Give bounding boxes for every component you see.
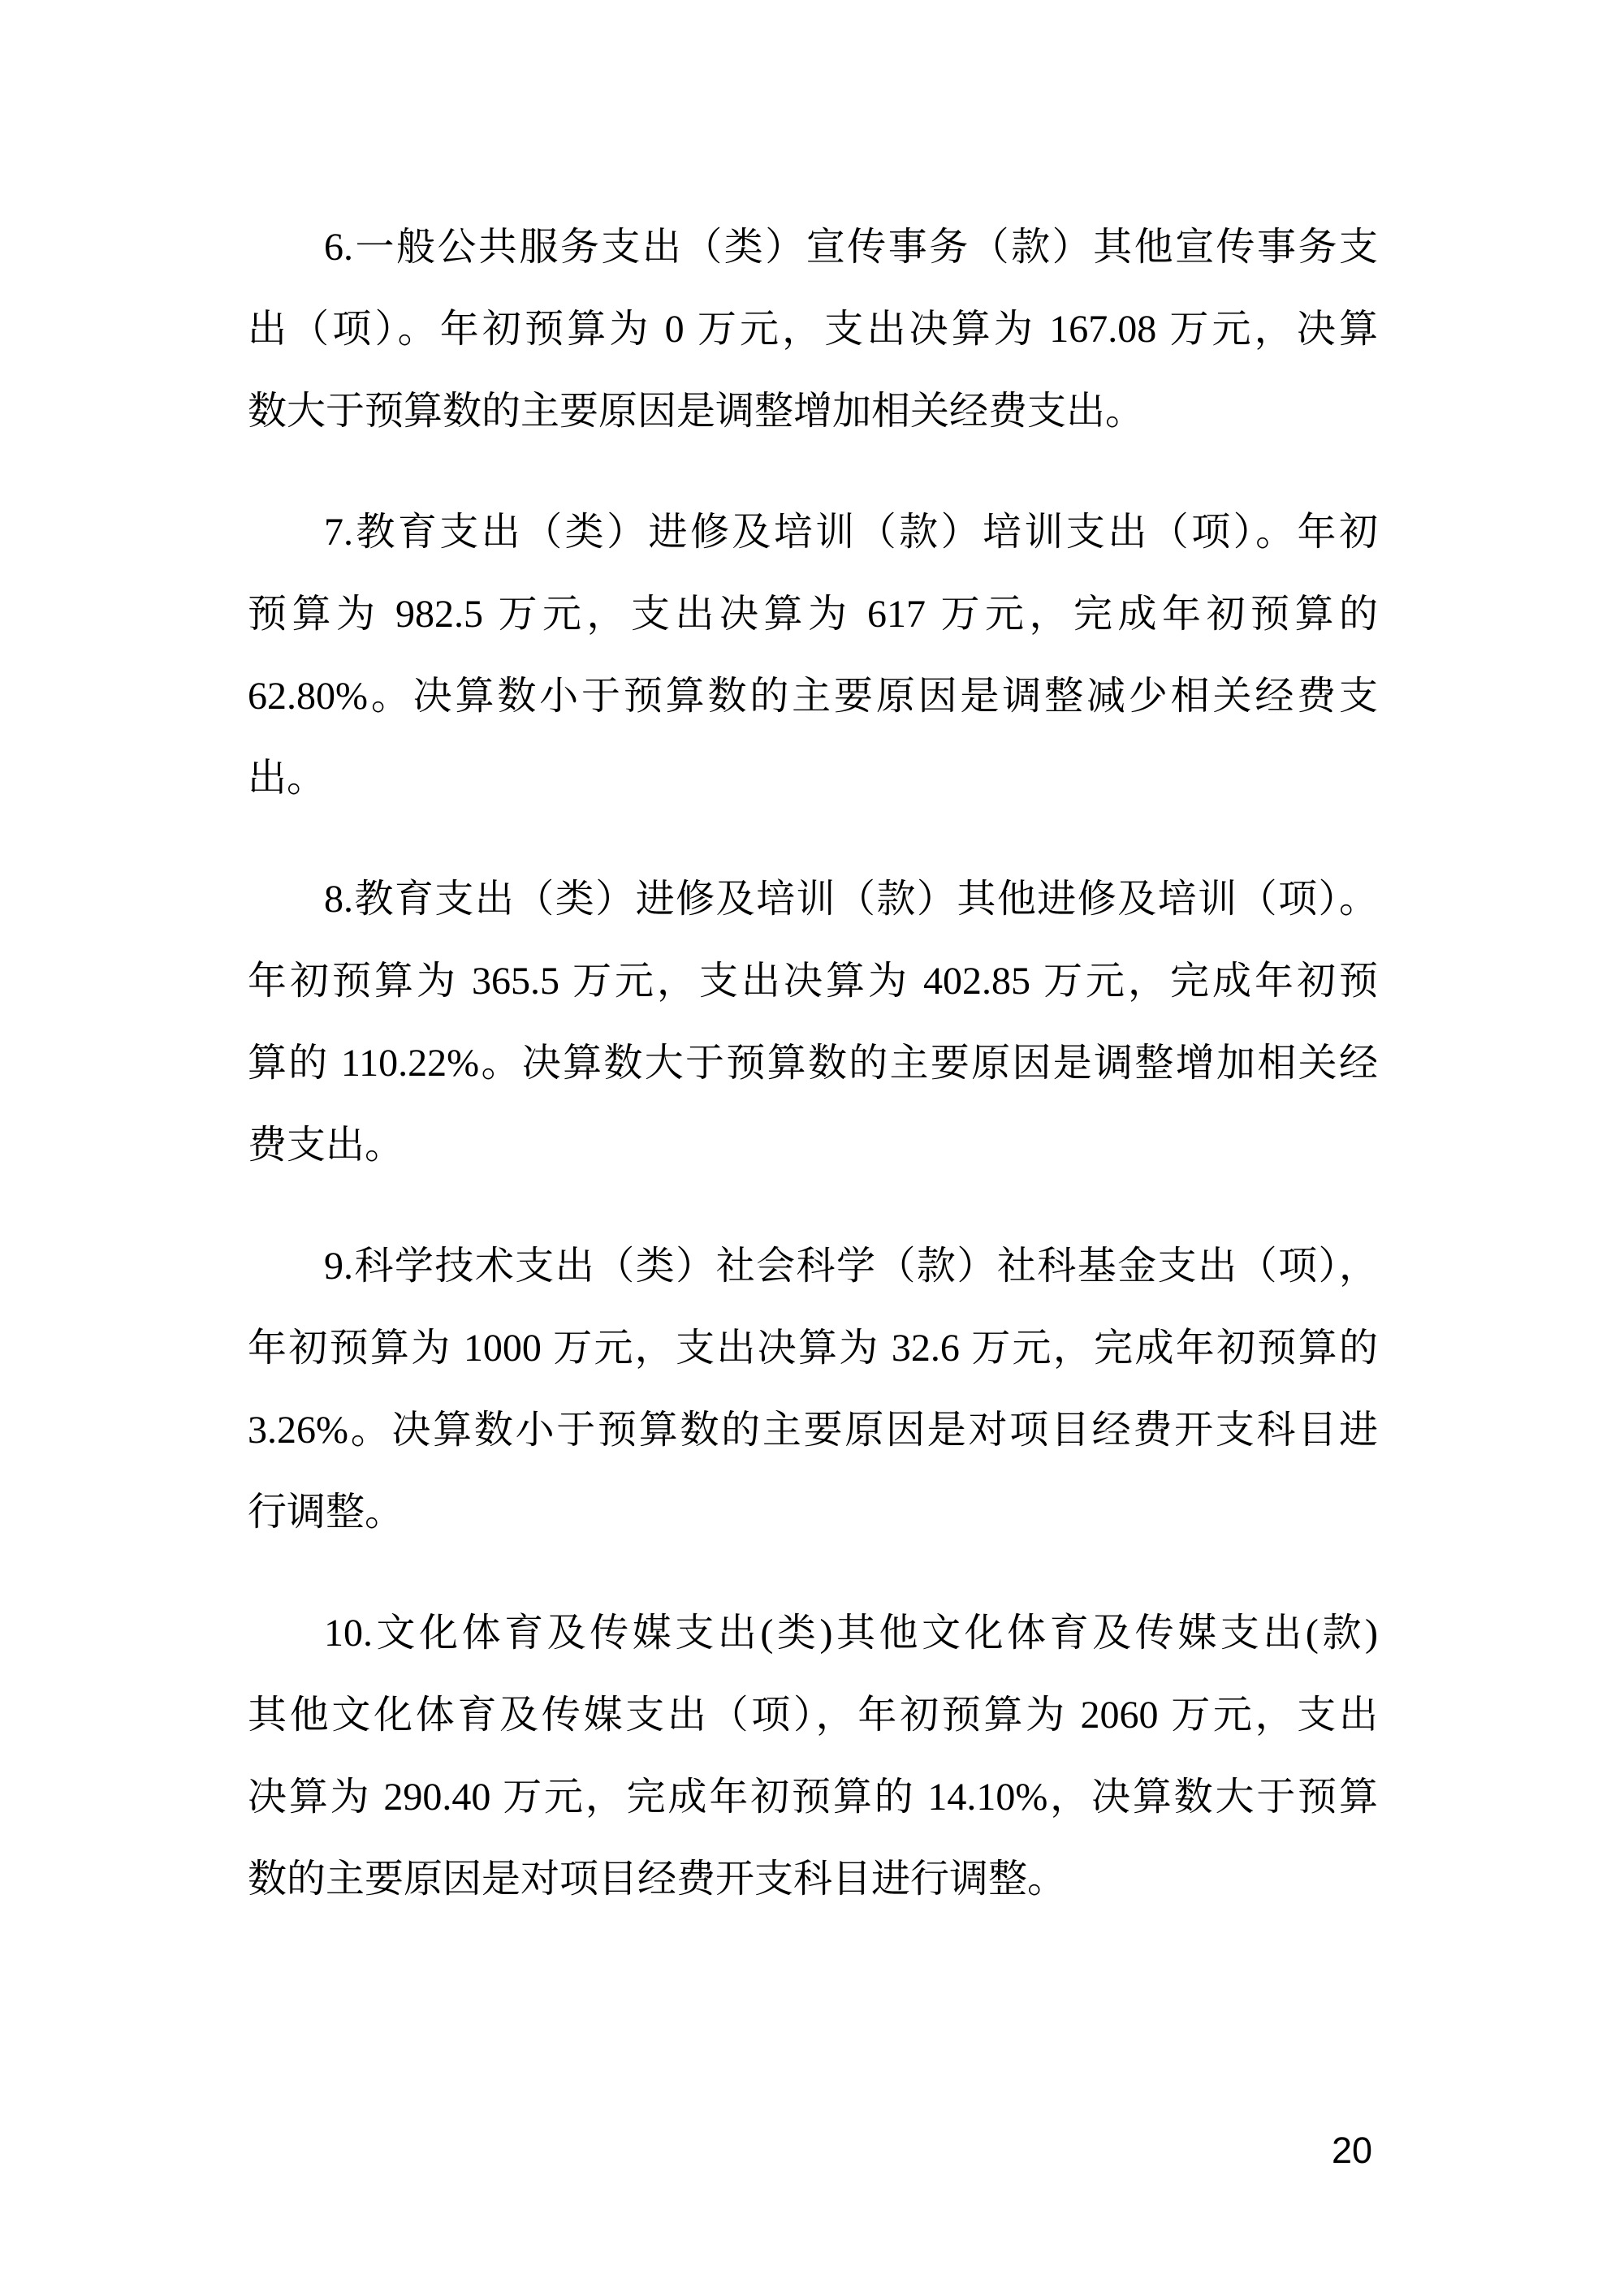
paragraph-7	[248, 491, 1378, 819]
paragraph-7-line-3: 62.80%。决算数小于预算数的主要原因是调整减少相关经费支	[248, 675, 1378, 718]
paragraph-7-line-1: 7.教育支出（类）进修及培训（款）培训支出（项）。年初	[324, 511, 1378, 554]
paragraph-8-line-4: 费支出。	[248, 1124, 404, 1167]
paragraph-8	[248, 858, 1378, 1186]
paragraph-9	[248, 1225, 1378, 1553]
paragraph-10-line-1: 10.文化体育及传媒支出(类)其他文化体育及传媒支出(款)	[324, 1612, 1378, 1655]
paragraph-7-line-4: 出。	[248, 757, 326, 800]
page-number: 20	[1332, 2130, 1373, 2171]
paragraph-9-line-1: 9.科学技术支出（类）社会科学（款）社科基金支出（项），	[324, 1245, 1378, 1288]
paragraph-8-line-1: 8.教育支出（类）进修及培训（款）其他进修及培训（项）。	[324, 878, 1378, 921]
paragraph-8-line-2: 年初预算为 365.5 万元，支出决算为 402.85 万元，完成年初预	[248, 960, 1378, 1003]
paragraph-6-line-2: 出（项）。年初预算为 0 万元，支出决算为 167.08 万元，决算	[248, 308, 1378, 351]
paragraph-10	[248, 1592, 1378, 1920]
paragraph-7-line-2: 预算为 982.5 万元，支出决算为 617 万元，完成年初预算的	[248, 593, 1378, 636]
paragraph-6	[248, 206, 1378, 452]
paragraph-10-line-2: 其他文化体育及传媒支出（项），年初预算为 2060 万元，支出	[248, 1694, 1378, 1737]
document-body	[248, 206, 1378, 1920]
paragraph-9-line-3: 3.26%。决算数小于预算数的主要原因是对项目经费开支科目进	[248, 1409, 1378, 1452]
paragraph-6-line-3: 数大于预算数的主要原因是调整增加相关经费支出。	[248, 390, 1145, 433]
paragraph-8-line-3: 算的 110.22%。决算数大于预算数的主要原因是调整增加相关经	[248, 1042, 1378, 1085]
paragraph-9-line-2: 年初预算为 1000 万元，支出决算为 32.6 万元，完成年初预算的	[248, 1327, 1378, 1370]
paragraph-10-line-4: 数的主要原因是对项目经费开支科目进行调整。	[248, 1858, 1067, 1901]
paragraph-10-line-3: 决算为 290.40 万元，完成年初预算的 14.10%，决算数大于预算	[248, 1776, 1378, 1819]
paragraph-6-line-1: 6.一般公共服务支出（类）宣传事务（款）其他宣传事务支	[324, 226, 1378, 269]
paragraph-9-line-4: 行调整。	[248, 1491, 404, 1534]
